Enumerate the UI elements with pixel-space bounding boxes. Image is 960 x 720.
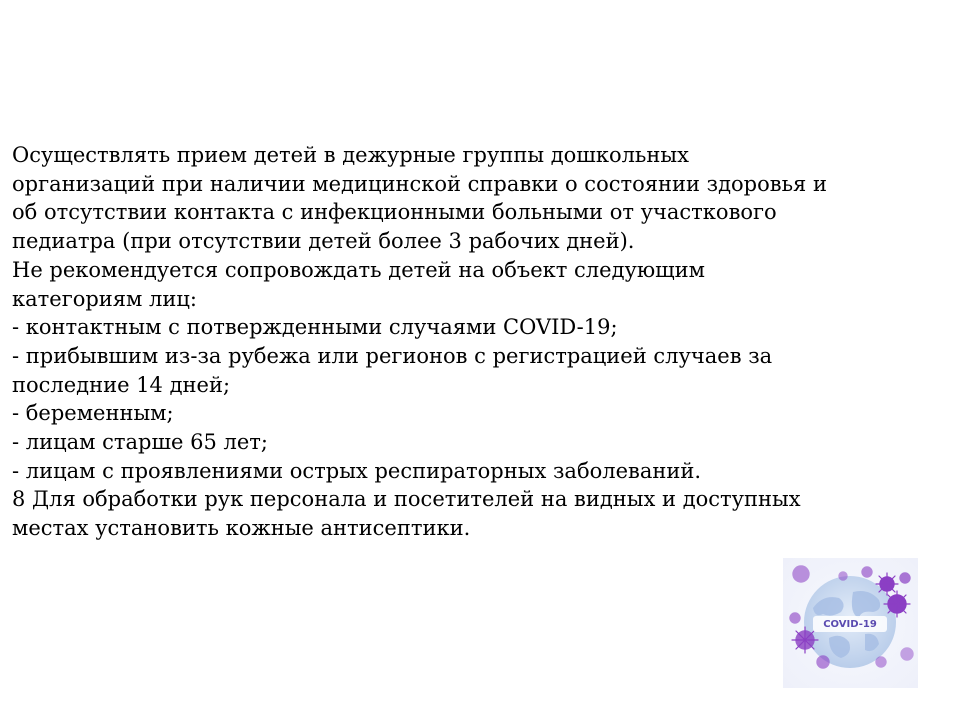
text-line: - беременным; bbox=[12, 401, 174, 426]
text-line: последние 14 дней; bbox=[12, 372, 231, 397]
text-line: педиатра (при отсутствии детей более 3 рабочих дней). bbox=[12, 229, 635, 254]
text-line: категориям лиц: bbox=[12, 286, 197, 311]
text-line: - лицам с проявлениями острых респираторных заболеваний. bbox=[12, 458, 702, 483]
text-line: Осуществлять прием детей в дежурные группы дошкольных bbox=[12, 143, 689, 167]
text-line: Не рекомендуется сопровождать детей на объект следующим bbox=[12, 257, 705, 282]
text-line: - лицам старше 65 лет; bbox=[12, 430, 268, 455]
text-line: - прибывшим из-за рубежа или регионов с регистрацией случаев за bbox=[12, 343, 773, 368]
text-line: 8 Для обработки рук персонала и посетителей на видных и доступных bbox=[12, 487, 801, 512]
text-line: - контактным с потвержденными случаями COVID-19; bbox=[12, 315, 618, 340]
slide-text bbox=[12, 141, 942, 543]
covid-label: COVID-19 bbox=[823, 619, 877, 630]
text-line: организаций при наличии медицинской справки о состоянии здоровья и bbox=[12, 171, 827, 196]
text-line: местах установить кожные антисептики. bbox=[12, 516, 471, 541]
text-line: об отсутствии контакта с инфекционными больными от участкового bbox=[12, 200, 777, 225]
